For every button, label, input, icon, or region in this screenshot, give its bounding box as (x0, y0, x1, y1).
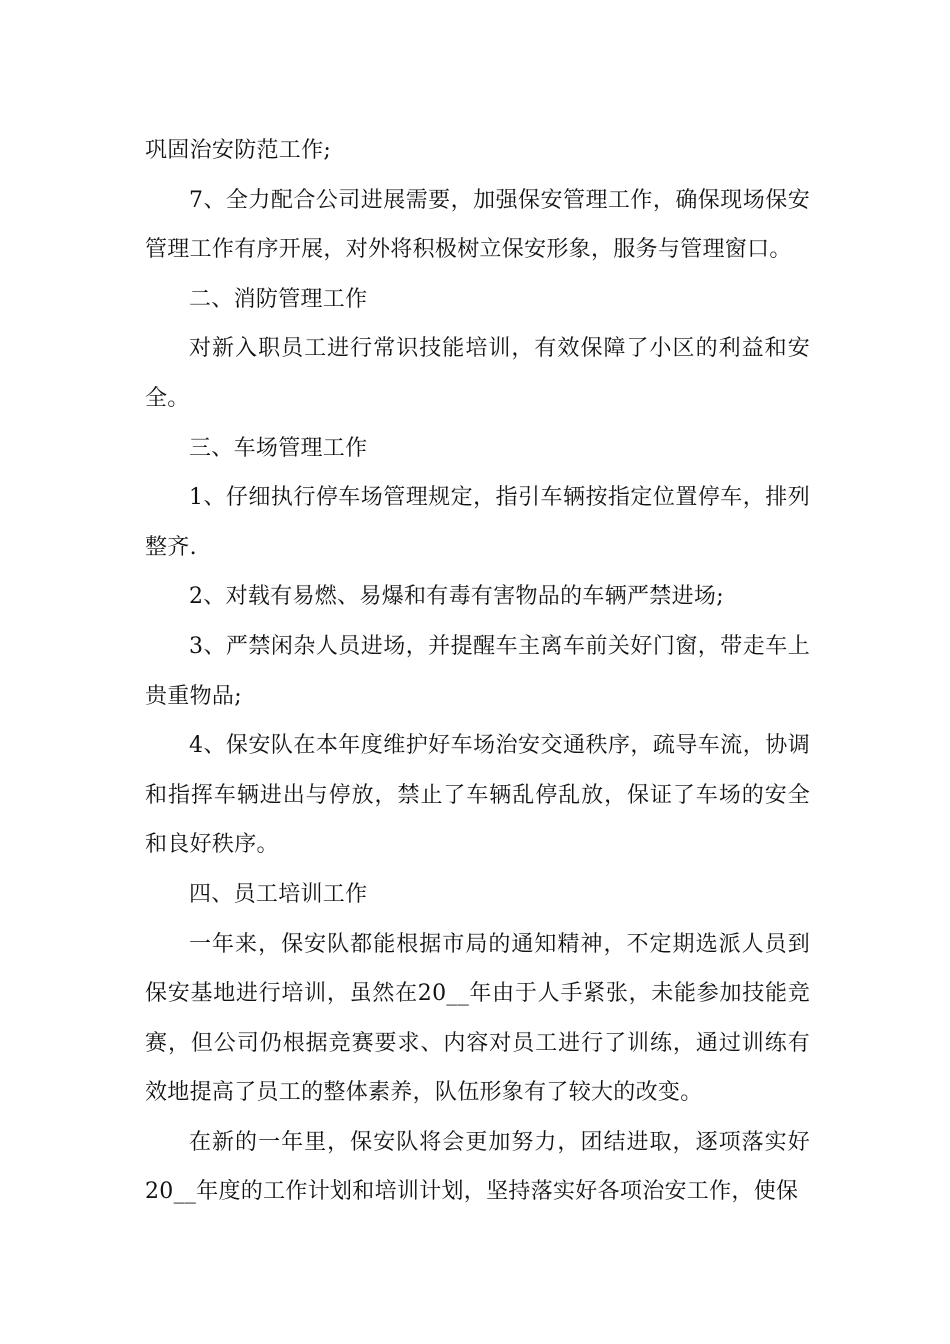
paragraph-continuation: 巩固治安防范工作; (145, 138, 332, 163)
paragraph-item-7: 7、全力配合公司进展需要，加强保安管理工作，确保现场保安管理工作有序开展，对外将积极树立保安形象，服务与管理窗口。 (145, 187, 810, 263)
paragraph-next-year: 在新的一年里，保安队将会更加努力，团结进取，逐项落实好20__年度的工作计划和培训计划，坚持落实好各项治安工作，使保 (145, 1129, 810, 1205)
section-heading-fire: 二、消防管理工作 (189, 286, 368, 312)
document-body (145, 126, 810, 1217)
paragraph-parking-1: 1、仔细执行停车场管理规定，指引车辆按指定位置停车，排列整齐. (145, 485, 810, 560)
paragraph-fire-training: 对新入职员工进行常识技能培训，有效保障了小区的利益和安全。 (145, 336, 810, 411)
section-heading-training: 四、员工培训工作 (189, 881, 368, 907)
paragraph-parking-3: 3、严禁闲杂人员进场，并提醒车主离车前关好门窗，带走车上贵重物品; (145, 633, 810, 709)
section-heading-parking: 三、车场管理工作 (189, 435, 368, 461)
paragraph-parking-4: 4、保安队在本年度维护好车场治安交通秩序，疏导车流，协调和指挥车辆进出与停放，禁止了车辆乱停乱放，保证了车场的安全和良好秩序。 (145, 733, 810, 858)
paragraph-parking-2: 2、对载有易燃、易爆和有毒有害物品的车辆严禁进场; (189, 584, 724, 610)
paragraph-training: 一年来，保安队都能根据市局的通知精神，不定期选派人员到保安基地进行培训，虽然在20__年由于人手紧张，未能参加技能竞赛，但公司仍根据竞赛要求、内容对员工进行了训练，通过训练有效地提高了员工的整体素养，队伍形象有了较大的改变。 (145, 931, 810, 1106)
